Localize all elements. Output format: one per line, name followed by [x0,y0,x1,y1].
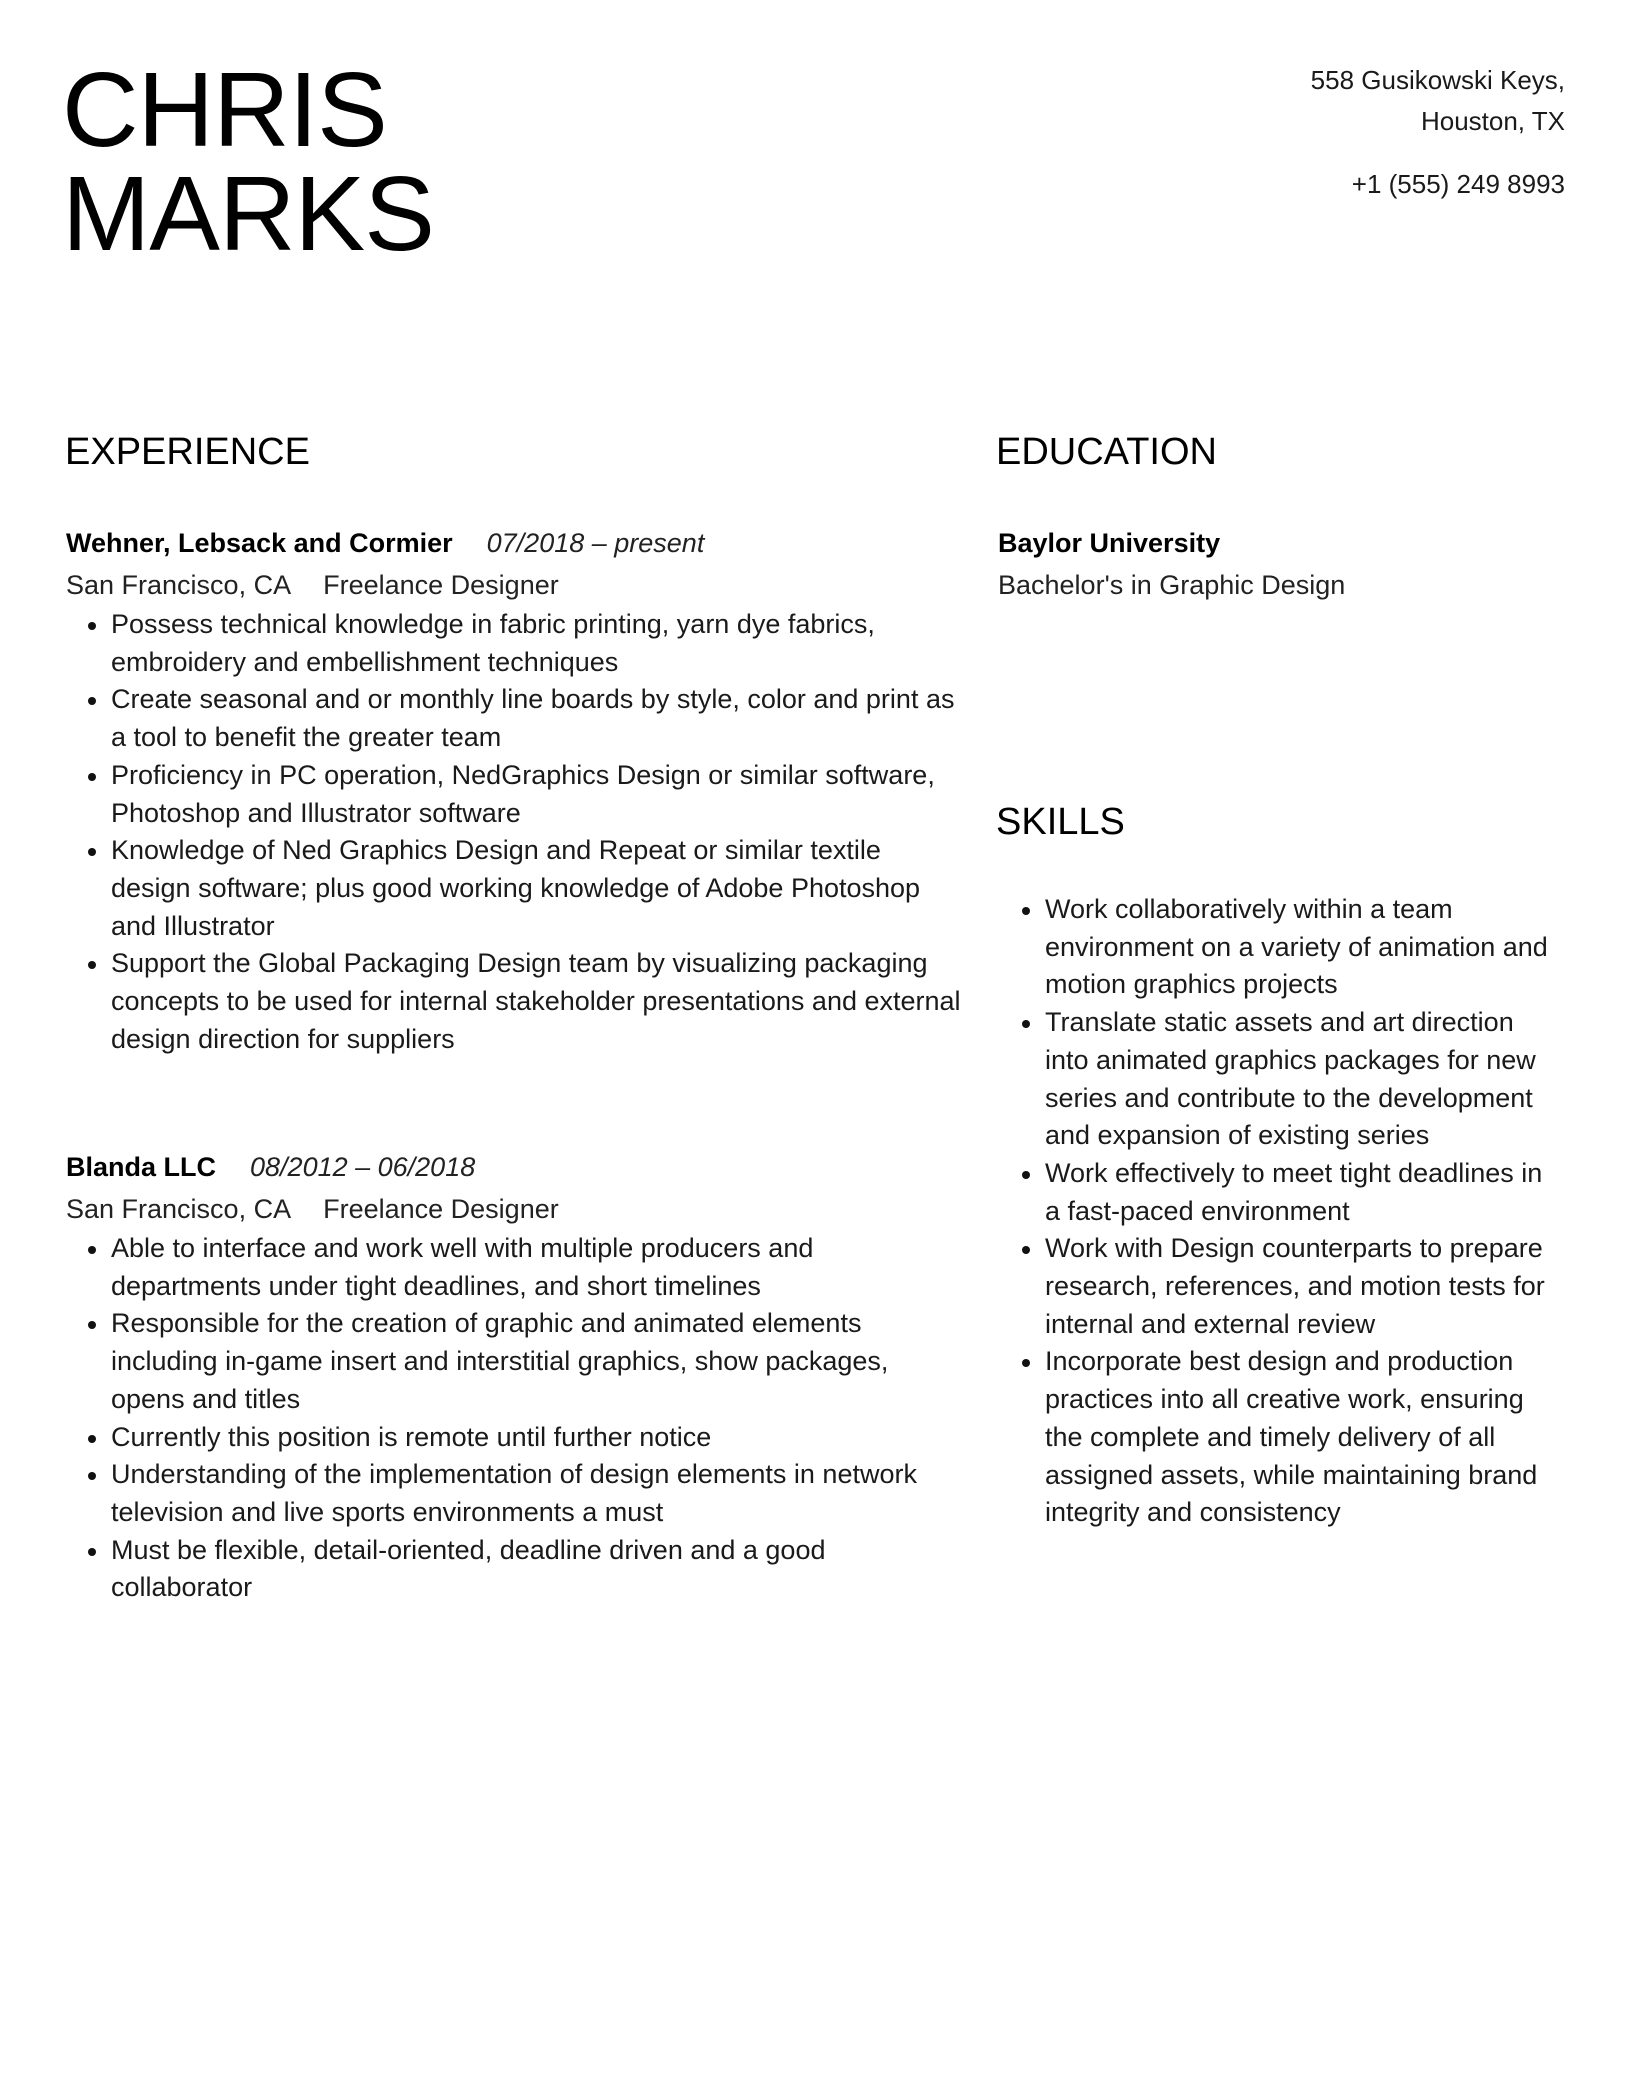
contact-info [1311,60,1565,205]
skill-item [1000,1004,1560,1155]
job-bullet [66,1532,966,1607]
bullet-icon [1022,1020,1030,1028]
bullet-text: Create seasonal and or monthly line boards by style, color and print as a tool to benefit the greater team [111,684,955,753]
bullet-text: Understanding of the implementation of design elements in network television and live sports environments a must [111,1459,917,1527]
school-name: Baylor University [998,528,1221,558]
job-entry [66,1146,966,1607]
job-bullet [66,1305,966,1418]
last-name: MARKS [62,155,434,273]
school-line [998,522,1558,564]
skill-item [1000,1230,1560,1343]
job-role: Freelance Designer [323,1194,559,1224]
bullet-icon [1022,907,1030,915]
company-name: Wehner, Lebsack and Cormier [66,528,453,558]
skill-text: Translate static assets and art direction into animated graphics packages for new series and contribute to the development and expansion of existing series [1045,1007,1536,1151]
job-bullet-list [66,1230,966,1607]
bullet-icon [88,1548,96,1556]
bullet-icon [1022,1171,1030,1179]
bullet-icon [88,848,96,856]
bullet-icon [88,622,96,630]
skill-item [1000,1343,1560,1532]
bullet-icon [1022,1359,1030,1367]
job-title-line [66,522,966,564]
job-dates: 07/2018 – present [486,528,705,558]
bullet-text: Knowledge of Ned Graphics Design and Repeat or similar textile design software; plus good working knowledge of Adobe Photoshop and Illustrator [111,835,921,941]
company-name: Blanda LLC [66,1152,217,1182]
education-heading: EDUCATION [996,431,1217,473]
degree-name: Bachelor's in Graphic Design [998,570,1346,600]
bullet-icon [1022,1246,1030,1254]
first-name: CHRIS [62,51,387,169]
bullet-text: Proficiency in PC operation, NedGraphics Design or similar software, Photoshop and Illustrator software [111,759,935,828]
job-bullet [66,1456,966,1531]
job-bullet [66,681,966,756]
candidate-name [62,51,434,273]
skill-item [1000,1155,1560,1230]
bullet-icon [88,697,96,705]
phone-number: +1 (555) 249 8993 [1351,169,1565,199]
bullet-text: Able to interface and work well with multiple producers and departments under tight deadlines, and short timelines [111,1233,814,1301]
bullet-text: Currently this position is remote until further notice [111,1421,712,1452]
job-bullet [66,757,966,832]
skills-heading: SKILLS [996,801,1125,843]
bullet-text: Possess technical knowledge in fabric printing, yarn dye fabrics, embroidery and embellishment techniques [111,609,875,677]
skill-text: Work effectively to meet tight deadlines in a fast-paced environment [1045,1157,1543,1226]
bullet-icon [88,1246,96,1254]
job-bullet [66,606,966,681]
skills-list [1000,891,1560,1532]
job-location: San Francisco, CA [66,570,292,600]
job-bullet [66,832,966,945]
job-entry [66,522,966,1058]
skill-text: Work with Design counterparts to prepare research, references, and motion tests for internal and external review [1045,1233,1545,1339]
job-bullet [66,945,966,1058]
job-bullet [66,1230,966,1305]
bullet-icon [88,961,96,969]
skill-item [1000,891,1560,1004]
bullet-icon [88,1321,96,1329]
job-role: Freelance Designer [323,570,559,600]
bullet-text: Support the Global Packaging Design team by visualizing packaging concepts to be used for internal stakeholder presentations and external design direction for suppliers [111,948,961,1054]
bullet-text: Responsible for the creation of graphic and animated elements including in-game insert and interstitial graphics, show packages, opens and titles [111,1308,889,1414]
skill-text: Incorporate best design and production practices into all creative work, ensuring the complete and timely delivery of all assigned assets, while maintaining brand integrity and consistency [1045,1346,1538,1528]
job-location: San Francisco, CA [66,1194,292,1224]
job-dates: 08/2012 – 06/2018 [250,1152,476,1182]
job-meta-line [66,564,966,606]
bullet-icon [88,1435,96,1443]
job-meta-line [66,1188,966,1230]
address-line-1: 558 Gusikowski Keys, [1310,65,1565,95]
experience-heading: EXPERIENCE [65,431,310,473]
bullet-icon [88,773,96,781]
address-line-2: Houston, TX [1420,106,1565,136]
skill-text: Work collaboratively within a team environment on a variety of animation and motion graphics projects [1045,894,1548,1000]
job-bullet [66,1419,966,1457]
bullet-icon [88,1472,96,1480]
job-bullet-list [66,606,966,1058]
education-entry [998,522,1558,606]
job-title-line [66,1146,966,1188]
bullet-text: Must be flexible, detail-oriented, deadline driven and a good collaborator [111,1534,826,1603]
